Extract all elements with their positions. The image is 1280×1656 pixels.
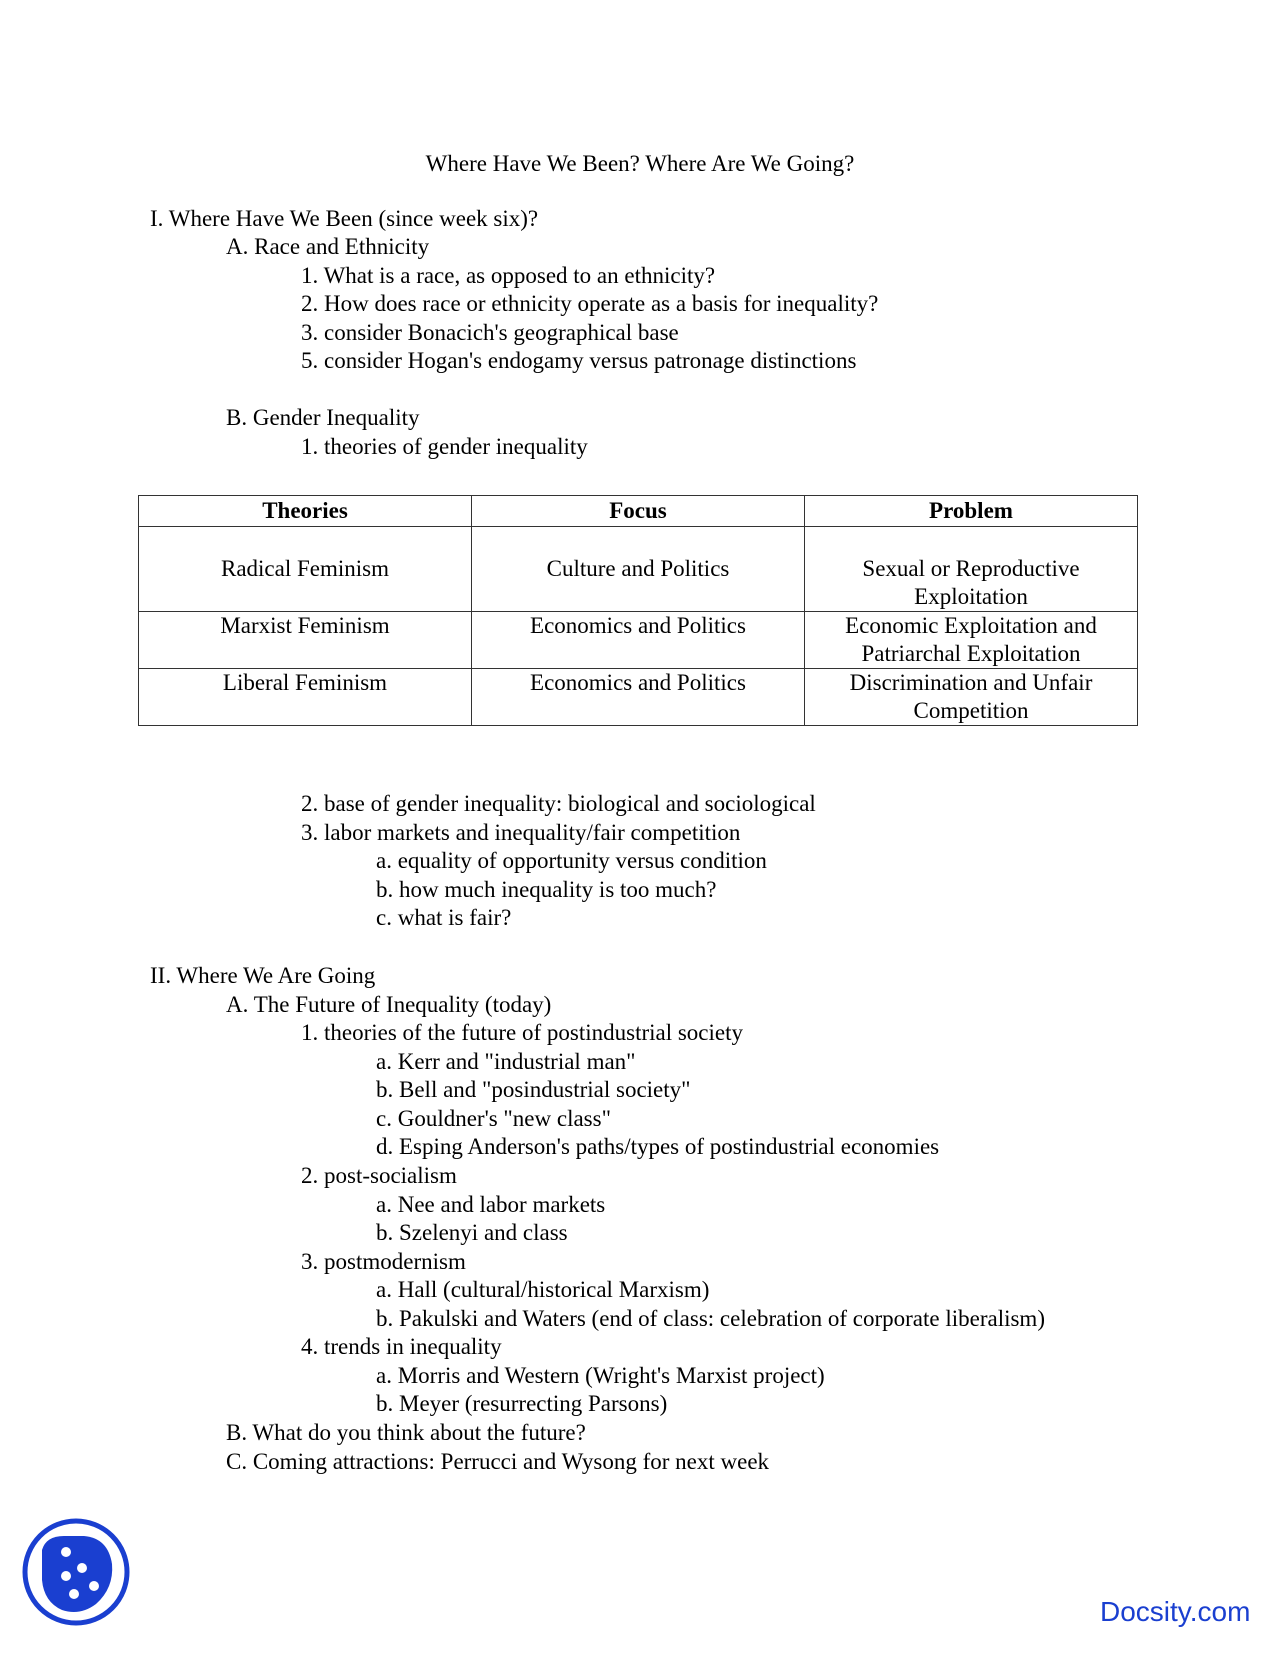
section-2c-heading: C. Coming attractions: Perrucci and Wysong for next week bbox=[226, 1449, 770, 1474]
table-row bbox=[139, 669, 1138, 726]
list-item: a. Hall (cultural/historical Marxism) bbox=[376, 1277, 710, 1302]
list-item: a. equality of opportunity versus condition bbox=[376, 848, 767, 873]
list-item: 2. post-socialism bbox=[301, 1163, 457, 1188]
list-item: a. Kerr and "industrial man" bbox=[376, 1049, 636, 1074]
table-cell: Radical Feminism bbox=[139, 527, 472, 612]
section-2-heading: II. Where We Are Going bbox=[150, 963, 376, 988]
section-1-heading: I. Where Have We Been (since week six)? bbox=[150, 206, 539, 231]
list-item: b. Pakulski and Waters (end of class: celebration of corporate liberalism) bbox=[376, 1306, 1045, 1331]
section-1b-heading: B. Gender Inequality bbox=[226, 405, 420, 430]
list-item: c. what is fair? bbox=[376, 905, 512, 930]
table-row bbox=[139, 527, 1138, 612]
list-item: 1. theories of gender inequality bbox=[301, 434, 588, 459]
column-header-theories: Theories bbox=[139, 496, 472, 527]
column-header-problem: Problem bbox=[805, 496, 1138, 527]
docsity-logo-icon[interactable] bbox=[22, 1518, 130, 1626]
table-cell: Liberal Feminism bbox=[139, 669, 472, 726]
column-header-focus: Focus bbox=[472, 496, 805, 527]
list-item: b. Meyer (resurrecting Parsons) bbox=[376, 1391, 668, 1416]
page-title: Where Have We Been? Where Are We Going? bbox=[425, 151, 855, 176]
table-cell: Marxist Feminism bbox=[139, 612, 472, 669]
list-item: 1. theories of the future of postindustrial society bbox=[301, 1020, 744, 1045]
table-cell: Discrimination and Unfair Competition bbox=[805, 669, 1138, 726]
list-item: 5. consider Hogan's endogamy versus patronage distinctions bbox=[301, 348, 857, 373]
list-item: 2. How does race or ethnicity operate as a basis for inequality? bbox=[301, 291, 879, 316]
list-item: b. Bell and "posindustrial society" bbox=[376, 1077, 691, 1102]
list-item: c. Gouldner's "new class" bbox=[376, 1106, 611, 1131]
table-row bbox=[139, 612, 1138, 669]
list-item: d. Esping Anderson's paths/types of postindustrial economies bbox=[376, 1134, 940, 1159]
table-cell: Economic Exploitation and Patriarchal Exploitation bbox=[805, 612, 1138, 669]
list-item: b. how much inequality is too much? bbox=[376, 877, 717, 902]
list-item: a. Nee and labor markets bbox=[376, 1192, 606, 1217]
table-cell: Economics and Politics bbox=[472, 669, 805, 726]
list-item: a. Morris and Western (Wright's Marxist project) bbox=[376, 1363, 825, 1388]
list-item: 1. What is a race, as opposed to an ethnicity? bbox=[301, 263, 716, 288]
list-item: b. Szelenyi and class bbox=[376, 1220, 568, 1245]
list-item: 4. trends in inequality bbox=[301, 1334, 502, 1359]
list-item: 3. postmodernism bbox=[301, 1249, 466, 1274]
table-cell: Sexual or Reproductive Exploitation bbox=[805, 527, 1138, 612]
list-item: 2. base of gender inequality: biological and sociological bbox=[301, 791, 816, 816]
table-header-row bbox=[139, 496, 1138, 527]
table-cell: Culture and Politics bbox=[472, 527, 805, 612]
docsity-brand-link[interactable]: Docsity.com bbox=[1100, 1596, 1251, 1627]
section-2a-heading: A. The Future of Inequality (today) bbox=[226, 992, 552, 1017]
table-cell: Economics and Politics bbox=[472, 612, 805, 669]
list-item: 3. labor markets and inequality/fair competition bbox=[301, 820, 741, 845]
theories-table bbox=[138, 495, 1138, 726]
list-item: 3. consider Bonacich's geographical base bbox=[301, 320, 679, 345]
section-2b-heading: B. What do you think about the future? bbox=[226, 1420, 586, 1445]
section-1a-heading: A. Race and Ethnicity bbox=[226, 234, 430, 259]
